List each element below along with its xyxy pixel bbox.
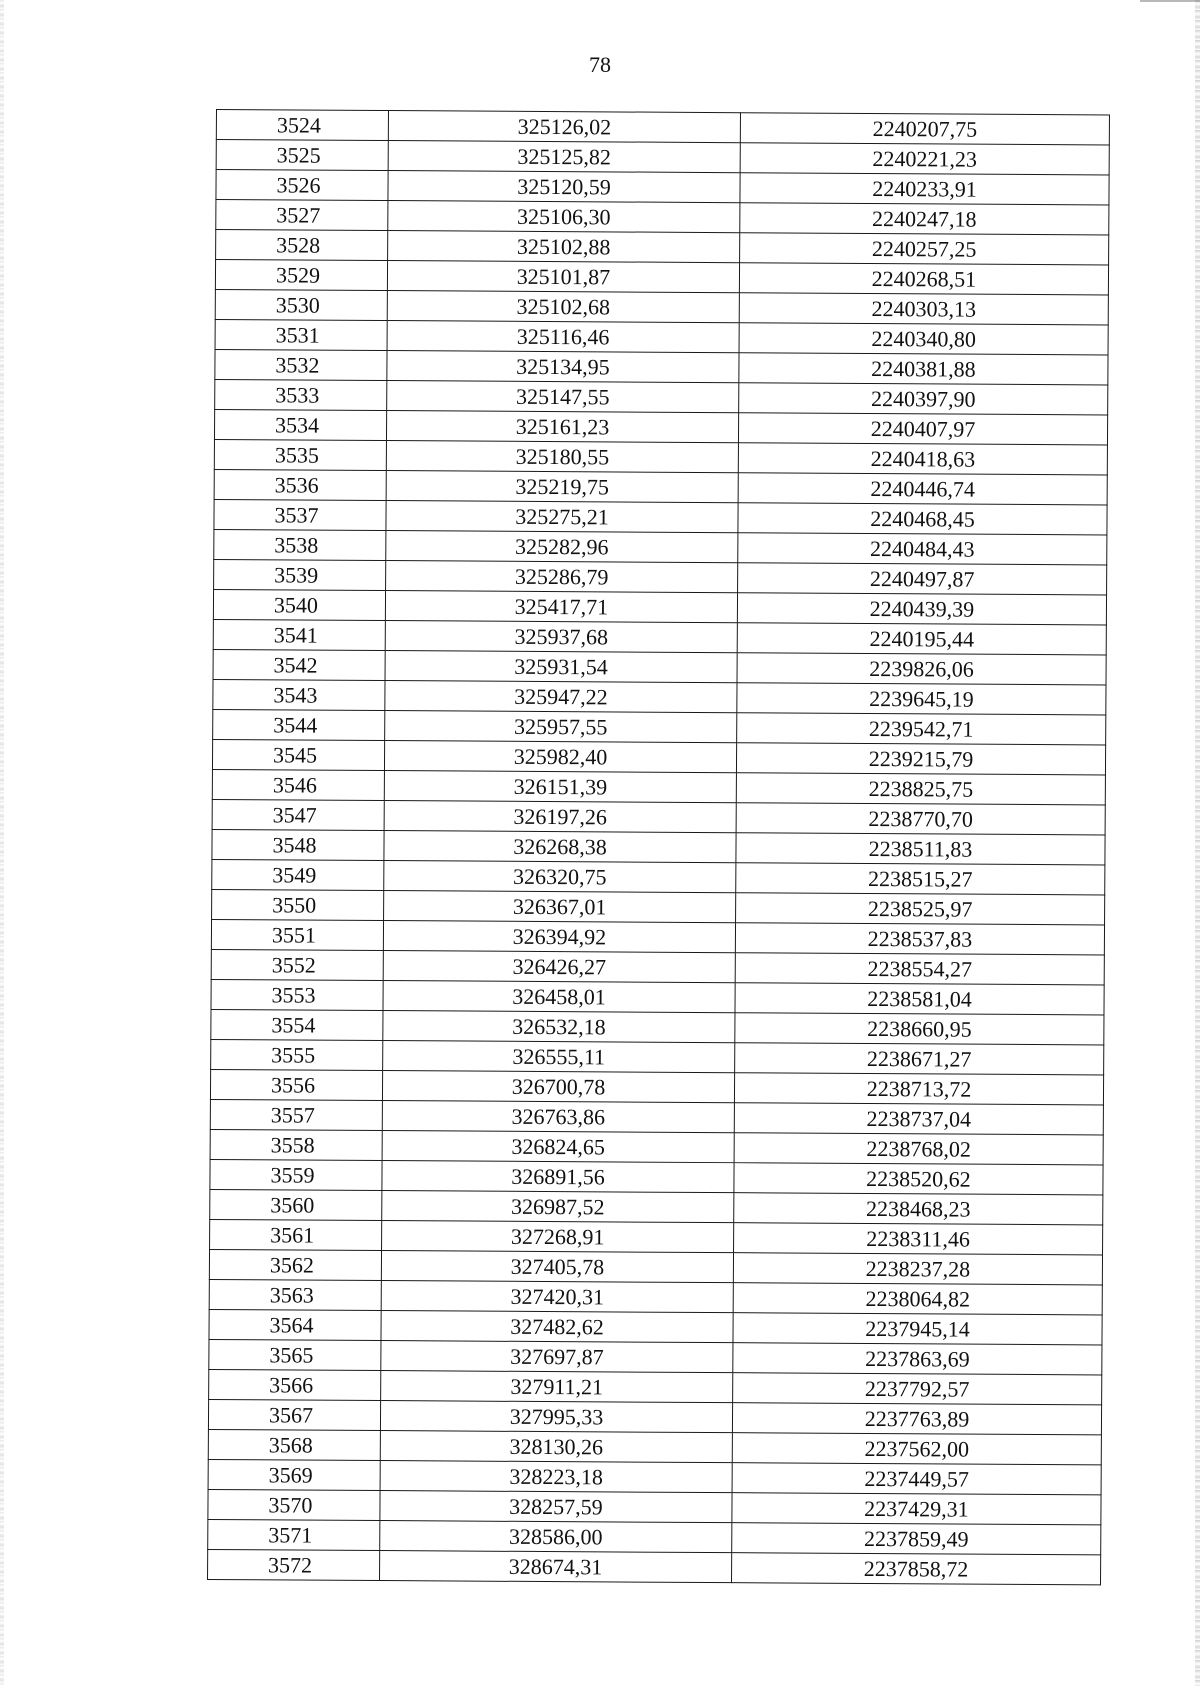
point-number-cell: 3544 <box>213 709 385 740</box>
coordinates-table-body <box>208 110 1110 1585</box>
x-coordinate-cell: 326824,65 <box>382 1131 734 1163</box>
x-coordinate-cell: 328257,59 <box>380 1491 732 1523</box>
scan-left-edge <box>0 0 4 1686</box>
point-number-cell: 3571 <box>208 1519 380 1550</box>
x-coordinate-cell: 326555,11 <box>383 1041 735 1073</box>
point-number-cell: 3558 <box>210 1129 382 1160</box>
x-coordinate-cell: 325126,02 <box>388 111 740 143</box>
y-coordinate-cell: 2240268,51 <box>739 263 1108 295</box>
y-coordinate-cell: 2237858,72 <box>732 1553 1101 1585</box>
y-coordinate-cell: 2238237,28 <box>733 1253 1102 1285</box>
y-coordinate-cell: 2237763,89 <box>732 1403 1101 1435</box>
y-coordinate-cell: 2238537,83 <box>735 923 1104 955</box>
x-coordinate-cell: 327482,62 <box>381 1311 733 1343</box>
point-number-cell: 3557 <box>210 1099 382 1130</box>
x-coordinate-cell: 325937,68 <box>385 621 737 653</box>
point-number-cell: 3524 <box>216 110 388 141</box>
point-number-cell: 3572 <box>208 1549 380 1580</box>
y-coordinate-cell: 2240439,39 <box>737 593 1106 625</box>
x-coordinate-cell: 326268,38 <box>384 831 736 863</box>
y-coordinate-cell: 2238768,02 <box>734 1133 1103 1165</box>
y-coordinate-cell: 2239826,06 <box>737 653 1106 685</box>
y-coordinate-cell: 2240207,75 <box>740 113 1109 145</box>
point-number-cell: 3539 <box>214 559 386 590</box>
point-number-cell: 3543 <box>213 679 385 710</box>
y-coordinate-cell: 2237945,14 <box>733 1313 1102 1345</box>
y-coordinate-cell: 2237859,49 <box>732 1523 1101 1555</box>
y-coordinate-cell: 2240221,23 <box>740 143 1109 175</box>
y-coordinate-cell: 2240233,91 <box>740 173 1109 205</box>
y-coordinate-cell: 2237792,57 <box>733 1373 1102 1405</box>
x-coordinate-cell: 326426,27 <box>383 951 735 983</box>
y-coordinate-cell: 2240484,43 <box>738 533 1107 565</box>
y-coordinate-cell: 2240340,80 <box>739 323 1108 355</box>
point-number-cell: 3555 <box>211 1039 383 1070</box>
point-number-cell: 3541 <box>213 619 385 650</box>
point-number-cell: 3526 <box>216 170 388 201</box>
y-coordinate-cell: 2240195,44 <box>737 623 1106 655</box>
point-number-cell: 3527 <box>216 200 388 231</box>
x-coordinate-cell: 325106,30 <box>388 201 740 233</box>
y-coordinate-cell: 2237449,57 <box>732 1463 1101 1495</box>
point-number-cell: 3530 <box>215 289 387 320</box>
x-coordinate-cell: 326320,75 <box>384 861 736 893</box>
point-number-cell: 3540 <box>213 589 385 620</box>
x-coordinate-cell: 327405,78 <box>381 1251 733 1283</box>
point-number-cell: 3561 <box>210 1219 382 1250</box>
scan-corner-mark <box>1140 0 1200 7</box>
y-coordinate-cell: 2240247,18 <box>740 203 1109 235</box>
x-coordinate-cell: 325102,68 <box>387 291 739 323</box>
x-coordinate-cell: 325947,22 <box>385 681 737 713</box>
x-coordinate-cell: 325161,23 <box>386 411 738 443</box>
x-coordinate-cell: 326367,01 <box>384 891 736 923</box>
point-number-cell: 3547 <box>212 799 384 830</box>
x-coordinate-cell: 325982,40 <box>384 741 736 773</box>
y-coordinate-cell: 2240397,90 <box>739 383 1108 415</box>
x-coordinate-cell: 327420,31 <box>381 1281 733 1313</box>
y-coordinate-cell: 2239215,79 <box>736 743 1105 775</box>
x-coordinate-cell: 326458,01 <box>383 981 735 1013</box>
y-coordinate-cell: 2238737,04 <box>734 1103 1103 1135</box>
y-coordinate-cell: 2240446,74 <box>738 473 1107 505</box>
x-coordinate-cell: 325125,82 <box>388 141 740 173</box>
table-row <box>208 1549 1101 1584</box>
y-coordinate-cell: 2238511,83 <box>736 833 1105 865</box>
point-number-cell: 3546 <box>212 769 384 800</box>
point-number-cell: 3528 <box>216 230 388 261</box>
x-coordinate-cell: 326700,78 <box>382 1071 734 1103</box>
point-number-cell: 3545 <box>212 739 384 770</box>
y-coordinate-cell: 2239542,71 <box>737 713 1106 745</box>
point-number-cell: 3563 <box>209 1279 381 1310</box>
point-number-cell: 3564 <box>209 1309 381 1340</box>
point-number-cell: 3537 <box>214 499 386 530</box>
x-coordinate-cell: 325417,71 <box>385 591 737 623</box>
x-coordinate-cell: 325102,88 <box>388 231 740 263</box>
y-coordinate-cell: 2237429,31 <box>732 1493 1101 1525</box>
x-coordinate-cell: 326197,26 <box>384 801 736 833</box>
y-coordinate-cell: 2238770,70 <box>736 803 1105 835</box>
x-coordinate-cell: 325219,75 <box>386 471 738 503</box>
scan-right-edge <box>1195 0 1200 1686</box>
x-coordinate-cell: 327268,91 <box>382 1221 734 1253</box>
point-number-cell: 3535 <box>214 439 386 470</box>
y-coordinate-cell: 2238468,23 <box>734 1193 1103 1225</box>
point-number-cell: 3529 <box>215 260 387 291</box>
y-coordinate-cell: 2237863,69 <box>733 1343 1102 1375</box>
point-number-cell: 3566 <box>209 1369 381 1400</box>
x-coordinate-cell: 325282,96 <box>386 531 738 563</box>
x-coordinate-cell: 325147,55 <box>387 381 739 413</box>
x-coordinate-cell: 326891,56 <box>382 1161 734 1193</box>
y-coordinate-cell: 2240497,87 <box>738 563 1107 595</box>
page-number: 78 <box>589 52 611 77</box>
x-coordinate-cell: 326532,18 <box>383 1011 735 1043</box>
y-coordinate-cell: 2238825,75 <box>736 773 1105 805</box>
y-coordinate-cell: 2240407,97 <box>738 413 1107 445</box>
point-number-cell: 3565 <box>209 1339 381 1370</box>
point-number-cell: 3554 <box>211 1009 383 1040</box>
point-number-cell: 3542 <box>213 649 385 680</box>
point-number-cell: 3568 <box>208 1429 380 1460</box>
point-number-cell: 3552 <box>211 949 383 980</box>
x-coordinate-cell: 325180,55 <box>386 441 738 473</box>
point-number-cell: 3562 <box>209 1249 381 1280</box>
x-coordinate-cell: 328674,31 <box>380 1551 732 1583</box>
y-coordinate-cell: 2238581,04 <box>735 983 1104 1015</box>
x-coordinate-cell: 326151,39 <box>384 771 736 803</box>
point-number-cell: 3534 <box>214 409 386 440</box>
y-coordinate-cell: 2240418,63 <box>738 443 1107 475</box>
point-number-cell: 3536 <box>214 469 386 500</box>
x-coordinate-cell: 325286,79 <box>386 561 738 593</box>
y-coordinate-cell: 2237562,00 <box>732 1433 1101 1465</box>
point-number-cell: 3549 <box>212 859 384 890</box>
point-number-cell: 3550 <box>212 889 384 920</box>
x-coordinate-cell: 325101,87 <box>387 261 739 293</box>
point-number-cell: 3567 <box>208 1399 380 1430</box>
x-coordinate-cell: 326763,86 <box>382 1101 734 1133</box>
point-number-cell: 3525 <box>216 140 388 171</box>
point-number-cell: 3570 <box>208 1489 380 1520</box>
y-coordinate-cell: 2238671,27 <box>735 1043 1104 1075</box>
x-coordinate-cell: 325120,59 <box>388 171 740 203</box>
point-number-cell: 3551 <box>211 919 383 950</box>
x-coordinate-cell: 325931,54 <box>385 651 737 683</box>
y-coordinate-cell: 2238660,95 <box>735 1013 1104 1045</box>
y-coordinate-cell: 2240381,88 <box>739 353 1108 385</box>
y-coordinate-cell: 2238525,97 <box>736 893 1105 925</box>
x-coordinate-cell: 328223,18 <box>380 1461 732 1493</box>
x-coordinate-cell: 326987,52 <box>382 1191 734 1223</box>
x-coordinate-cell: 325116,46 <box>387 321 739 353</box>
x-coordinate-cell: 325275,21 <box>386 501 738 533</box>
point-number-cell: 3569 <box>208 1459 380 1490</box>
y-coordinate-cell: 2238520,62 <box>734 1163 1103 1195</box>
point-number-cell: 3533 <box>215 379 387 410</box>
point-number-cell: 3548 <box>212 829 384 860</box>
x-coordinate-cell: 327995,33 <box>380 1401 732 1433</box>
x-coordinate-cell: 325134,95 <box>387 351 739 383</box>
y-coordinate-cell: 2238713,72 <box>734 1073 1103 1105</box>
point-number-cell: 3560 <box>210 1189 382 1220</box>
point-number-cell: 3556 <box>210 1069 382 1100</box>
point-number-cell: 3532 <box>215 349 387 380</box>
y-coordinate-cell: 2240303,13 <box>739 293 1108 325</box>
x-coordinate-cell: 328130,26 <box>380 1431 732 1463</box>
point-number-cell: 3531 <box>215 319 387 350</box>
coordinates-table <box>207 109 1110 1585</box>
y-coordinate-cell: 2238311,46 <box>734 1223 1103 1255</box>
y-coordinate-cell: 2239645,19 <box>737 683 1106 715</box>
point-number-cell: 3538 <box>214 529 386 560</box>
y-coordinate-cell: 2238064,82 <box>733 1283 1102 1315</box>
x-coordinate-cell: 327911,21 <box>381 1371 733 1403</box>
x-coordinate-cell: 327697,87 <box>381 1341 733 1373</box>
y-coordinate-cell: 2238515,27 <box>736 863 1105 895</box>
y-coordinate-cell: 2238554,27 <box>735 953 1104 985</box>
x-coordinate-cell: 326394,92 <box>383 921 735 953</box>
point-number-cell: 3559 <box>210 1159 382 1190</box>
x-coordinate-cell: 328586,00 <box>380 1521 732 1553</box>
y-coordinate-cell: 2240257,25 <box>740 233 1109 265</box>
x-coordinate-cell: 325957,55 <box>385 711 737 743</box>
point-number-cell: 3553 <box>211 979 383 1010</box>
y-coordinate-cell: 2240468,45 <box>738 503 1107 535</box>
